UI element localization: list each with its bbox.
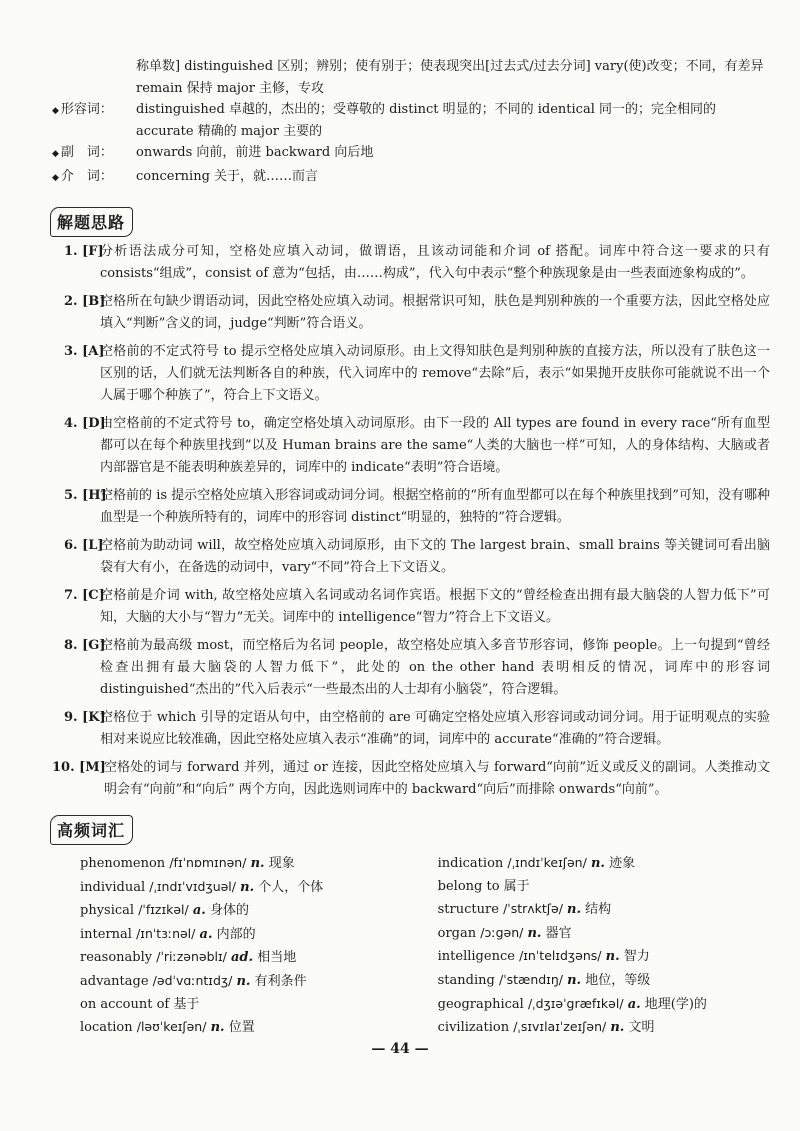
adverb-words: onwards 向前，前进 backward 向后地 (136, 145, 374, 160)
answer-text: 由空格前的不定式符号 to，确定空格处填入动词原形。由下一段的 All types are found in every race“所有血型都可以在每个种族里找到”以及 Human brains are the same“人类的大脑也一样”可知，人的身体结构、大脑或者内部器官是不能表明种族差异的，词库中的 indicate“表明”符合语境。 (100, 416, 770, 475)
vocab-part-of-speech: n. (250, 856, 265, 871)
answer-number: 10. [M] (52, 760, 106, 775)
vocab-meaning: 基于 (173, 996, 200, 1012)
answer-number: 6. [L] (64, 538, 104, 553)
vocabulary-column-right (438, 852, 720, 1040)
vocab-item (438, 945, 720, 969)
vocab-phonetic: /ˌɪndɪˈkeɪʃən/ (507, 855, 587, 870)
vocab-item (80, 876, 438, 900)
vocab-meaning: 器官 (545, 925, 572, 941)
vocab-word: individual (80, 879, 146, 895)
vocab-item (80, 852, 438, 876)
vocab-item (80, 970, 438, 994)
answer-text: 空格前为助动词 will，故空格处应填入动词原形，由下文的 The largest brain、small brains 等关键词可看出脑袋有大有小，在备选的动词中，vary“不同”符合上下文语义。 (100, 538, 770, 575)
vocab-phonetic: /ˈstrʌktʃə/ (503, 901, 563, 917)
answer-item (64, 707, 770, 751)
vocab-meaning: 地理(学)的 (644, 996, 707, 1012)
answer-item (64, 413, 770, 479)
page-number: — 44 — (371, 1041, 429, 1057)
vocab-word: belong to (437, 878, 500, 894)
vocab-part-of-speech: n. (567, 972, 582, 988)
vocab-word: indication (437, 856, 504, 871)
vocab-word: location (80, 1020, 133, 1036)
vocab-item (80, 994, 438, 1017)
preposition-label: 介 词： (60, 168, 113, 184)
answer-item (64, 535, 770, 579)
answer-text: 空格前的不定式符号 to 提示空格处应填入动词原形。由上文得知肤色是判别种族的直接方法，所以没有了肤色这一区别的话，人们就无法判断各自的种族，代入词库中的 remove“去除”后，表示“如果抛开皮肤你可能就说不出一个人属于哪个种族了”，符合上下文语义。 (100, 344, 770, 403)
vocab-part-of-speech: a. (199, 926, 213, 942)
vocab-item (438, 852, 720, 876)
vocab-item (438, 876, 720, 899)
preposition-words: concerning 关于，就……而言 (136, 168, 319, 184)
vocab-phonetic: /ˈstændɪŋ/ (498, 971, 563, 987)
vocab-meaning: 相当地 (257, 950, 297, 966)
vocab-item (438, 969, 720, 993)
vocab-meaning: 结构 (585, 902, 612, 918)
vocab-part-of-speech: n. (567, 902, 582, 918)
answer-text: 空格前为最高级 most，而空格后为名词 people，故空格处应填入多音节形容词，修饰 people。上一句提到“曾经检查出拥有最大脑袋的人智力低下”，此处的 on the other hand 表明相反的情况，词库中的形容词 distinguished“杰出的”代入后表示“一些最杰出的人士却有小脑袋”，符合逻辑。 (100, 638, 770, 697)
vocab-word: civilization (437, 1020, 510, 1036)
diamond-bullet-icon: ◆ (52, 106, 59, 116)
vocab-part-of-speech: n. (590, 856, 605, 871)
vocab-part-of-speech: a. (627, 996, 641, 1012)
vocab-meaning: 智力 (623, 949, 650, 965)
verb-list-continuation: 称单数] distinguished 区别；辨别；使有别于；使表现突出[过去式/过去分词] vary(使)改变；不同，有差异 remain 保持 major 主修，专攻 (136, 59, 764, 96)
answer-number: 7. [C] (64, 588, 105, 603)
vocab-word: advantage (80, 973, 149, 989)
answer-item (52, 757, 770, 801)
vocab-phonetic: /ˌsɪvɪlaɪˈzeɪʃən/ (513, 1019, 607, 1035)
vocab-item (80, 1016, 438, 1040)
vocab-item (80, 899, 438, 923)
adverb-label: 副 词： (60, 145, 113, 160)
vocab-word: internal (80, 926, 132, 942)
vocab-phonetic: /ɪnˈtelɪdʒəns/ (519, 948, 602, 964)
vocab-meaning: 地位，等级 (585, 972, 651, 988)
answer-text: 空格前的 is 提示空格处应填入形容词或动词分词。根据空格前的“所有血型都可以在每个种族里找到”可知，没有哪种血型是一个种族所特有的，词库中的形容词 distinct“明显的，独特的”符合逻辑。 (100, 488, 770, 525)
answer-item (64, 341, 770, 407)
answer-number: 9. [K] (64, 710, 106, 725)
answer-number: 2. [B] (64, 294, 106, 309)
answer-text: 空格位于 which 引导的定语从句中，由空格前的 are 可确定空格处应填入形容词或动词分词。用于证明观点的实验相对来说应比较准确，因此空格处应填入表示“准确”的词，词库中的 accurate“准确的”符合逻辑。 (100, 710, 770, 747)
vocab-meaning: 身体的 (209, 903, 249, 919)
vocab-word: structure (437, 902, 499, 918)
answer-explanations (52, 241, 770, 807)
answer-text: 空格处的词与 forward 并列，通过 or 连接，因此空格处应填入与 forward“向前”近义或反义的副词。人类推动文明会有“向前”和“向后” 两个方向，因此选则词库中的 backward“向后”而排除 onwards“向前”。 (104, 760, 770, 797)
vocab-part-of-speech: n. (240, 879, 255, 895)
vocab-phonetic: /ədˈvɑːntɪdʒ/ (152, 972, 233, 988)
answer-item (64, 241, 770, 285)
vocab-meaning: 位置 (228, 1020, 255, 1036)
answer-item (64, 291, 770, 335)
vocab-word: phenomenon (80, 856, 166, 871)
diamond-bullet-icon: ◆ (52, 149, 59, 159)
vocab-word: organ (437, 925, 477, 941)
vocab-meaning: 迹象 (609, 856, 636, 871)
vocab-phonetic: /ɔːgən/ (480, 924, 524, 940)
vocab-word: physical (80, 903, 135, 919)
vocab-phonetic: /ˌɪndɪˈvɪdʒuəl/ (149, 878, 236, 894)
vocab-word: reasonably (80, 950, 153, 966)
vocabulary-column-left (80, 852, 438, 1040)
diamond-bullet-icon: ◆ (52, 172, 59, 183)
answer-text: 空格前是介词 with, 故空格处应填入名词或动名词作宾语。根据下文的“曾经检查出拥有最大脑袋的人智力低下”可知，大脑的大小与“智力”无关。词库中的 intelligence“智力”符合上下文语义。 (100, 588, 770, 625)
vocab-phonetic: /fɪˈnɒmɪnən/ (169, 855, 247, 870)
vocab-meaning: 个人，个体 (258, 879, 324, 895)
vocab-meaning: 文明 (628, 1020, 655, 1036)
adverb-row (52, 142, 770, 166)
adjective-words: distinguished 卓越的，杰出的；受尊敬的 distinct 明显的；不同的 identical 同一的；完全相同的 accurate 精确的 major 主要的 (136, 102, 717, 139)
vocab-part-of-speech: n. (236, 973, 251, 989)
vocab-phonetic: /ˈfɪzɪkəl/ (138, 902, 189, 918)
vocab-meaning: 现象 (268, 856, 295, 871)
section-heading-high-frequency-vocab: 高频词汇 (50, 815, 133, 845)
preposition-row (52, 166, 770, 190)
answer-text: 分析语法成分可知，空格处应填入动词，做谓语，且该动词能和介词 of 搭配。词库中符合这一要求的只有 consists“组成”，consist of 意为“包括，由……构成”，代入句中表示“整个种族现象是由一些表面迹象构成的”。 (100, 244, 770, 281)
vocab-meaning: 有利条件 (254, 973, 307, 989)
part-of-speech-list (52, 56, 770, 189)
vocab-word: geographical (437, 996, 524, 1012)
answer-number: 5. [H] (64, 488, 107, 503)
vocab-item (438, 898, 720, 922)
answer-text: 空格所在句缺少谓语动词，因此空格处应填入动词。根据常识可知，肤色是判别种族的一个重要方法，因此空格处应填入“判断”含义的词，judge“判断”符合语义。 (100, 294, 770, 331)
vocab-phonetic: /ɪnˈtɜːnəl/ (136, 925, 196, 941)
vocab-part-of-speech: n. (610, 1020, 625, 1036)
vocab-word: on account of (80, 996, 170, 1012)
vocab-part-of-speech: n. (210, 1020, 225, 1036)
section-heading-solution-ideas: 解题思路 (50, 207, 133, 237)
vocab-item (438, 922, 720, 946)
answer-number: 8. [G] (64, 638, 106, 653)
vocab-phonetic: /ˈriːzənəblɪ/ (156, 949, 227, 965)
answer-number: 3. [A] (64, 344, 105, 359)
vocab-phonetic: /ˌdʒɪəˈgræfɪkəl/ (527, 995, 624, 1011)
adjective-row (52, 99, 770, 142)
vocab-part-of-speech: a. (192, 903, 206, 919)
vocab-item (80, 946, 438, 970)
answer-item (64, 485, 770, 529)
vocabulary-list (80, 852, 720, 1040)
vocab-part-of-speech: n. (605, 949, 620, 965)
vocab-meaning: 属于 (503, 878, 530, 894)
vocab-item (438, 993, 720, 1017)
vocab-part-of-speech: n. (527, 925, 542, 941)
answer-item (64, 585, 770, 629)
answer-item (64, 635, 770, 701)
vocab-phonetic: /ləʊˈkeɪʃən/ (136, 1019, 207, 1035)
answer-number: 4. [D] (64, 416, 106, 431)
vocab-meaning: 内部的 (216, 926, 256, 942)
vocab-item (438, 1016, 720, 1040)
vocab-item (80, 923, 438, 947)
answer-number: 1. [F] (64, 244, 104, 259)
adjective-label: 形容词： (60, 102, 113, 117)
vocab-word: standing (437, 972, 495, 988)
vocab-part-of-speech: ad. (231, 950, 254, 966)
vocab-word: intelligence (437, 949, 515, 965)
